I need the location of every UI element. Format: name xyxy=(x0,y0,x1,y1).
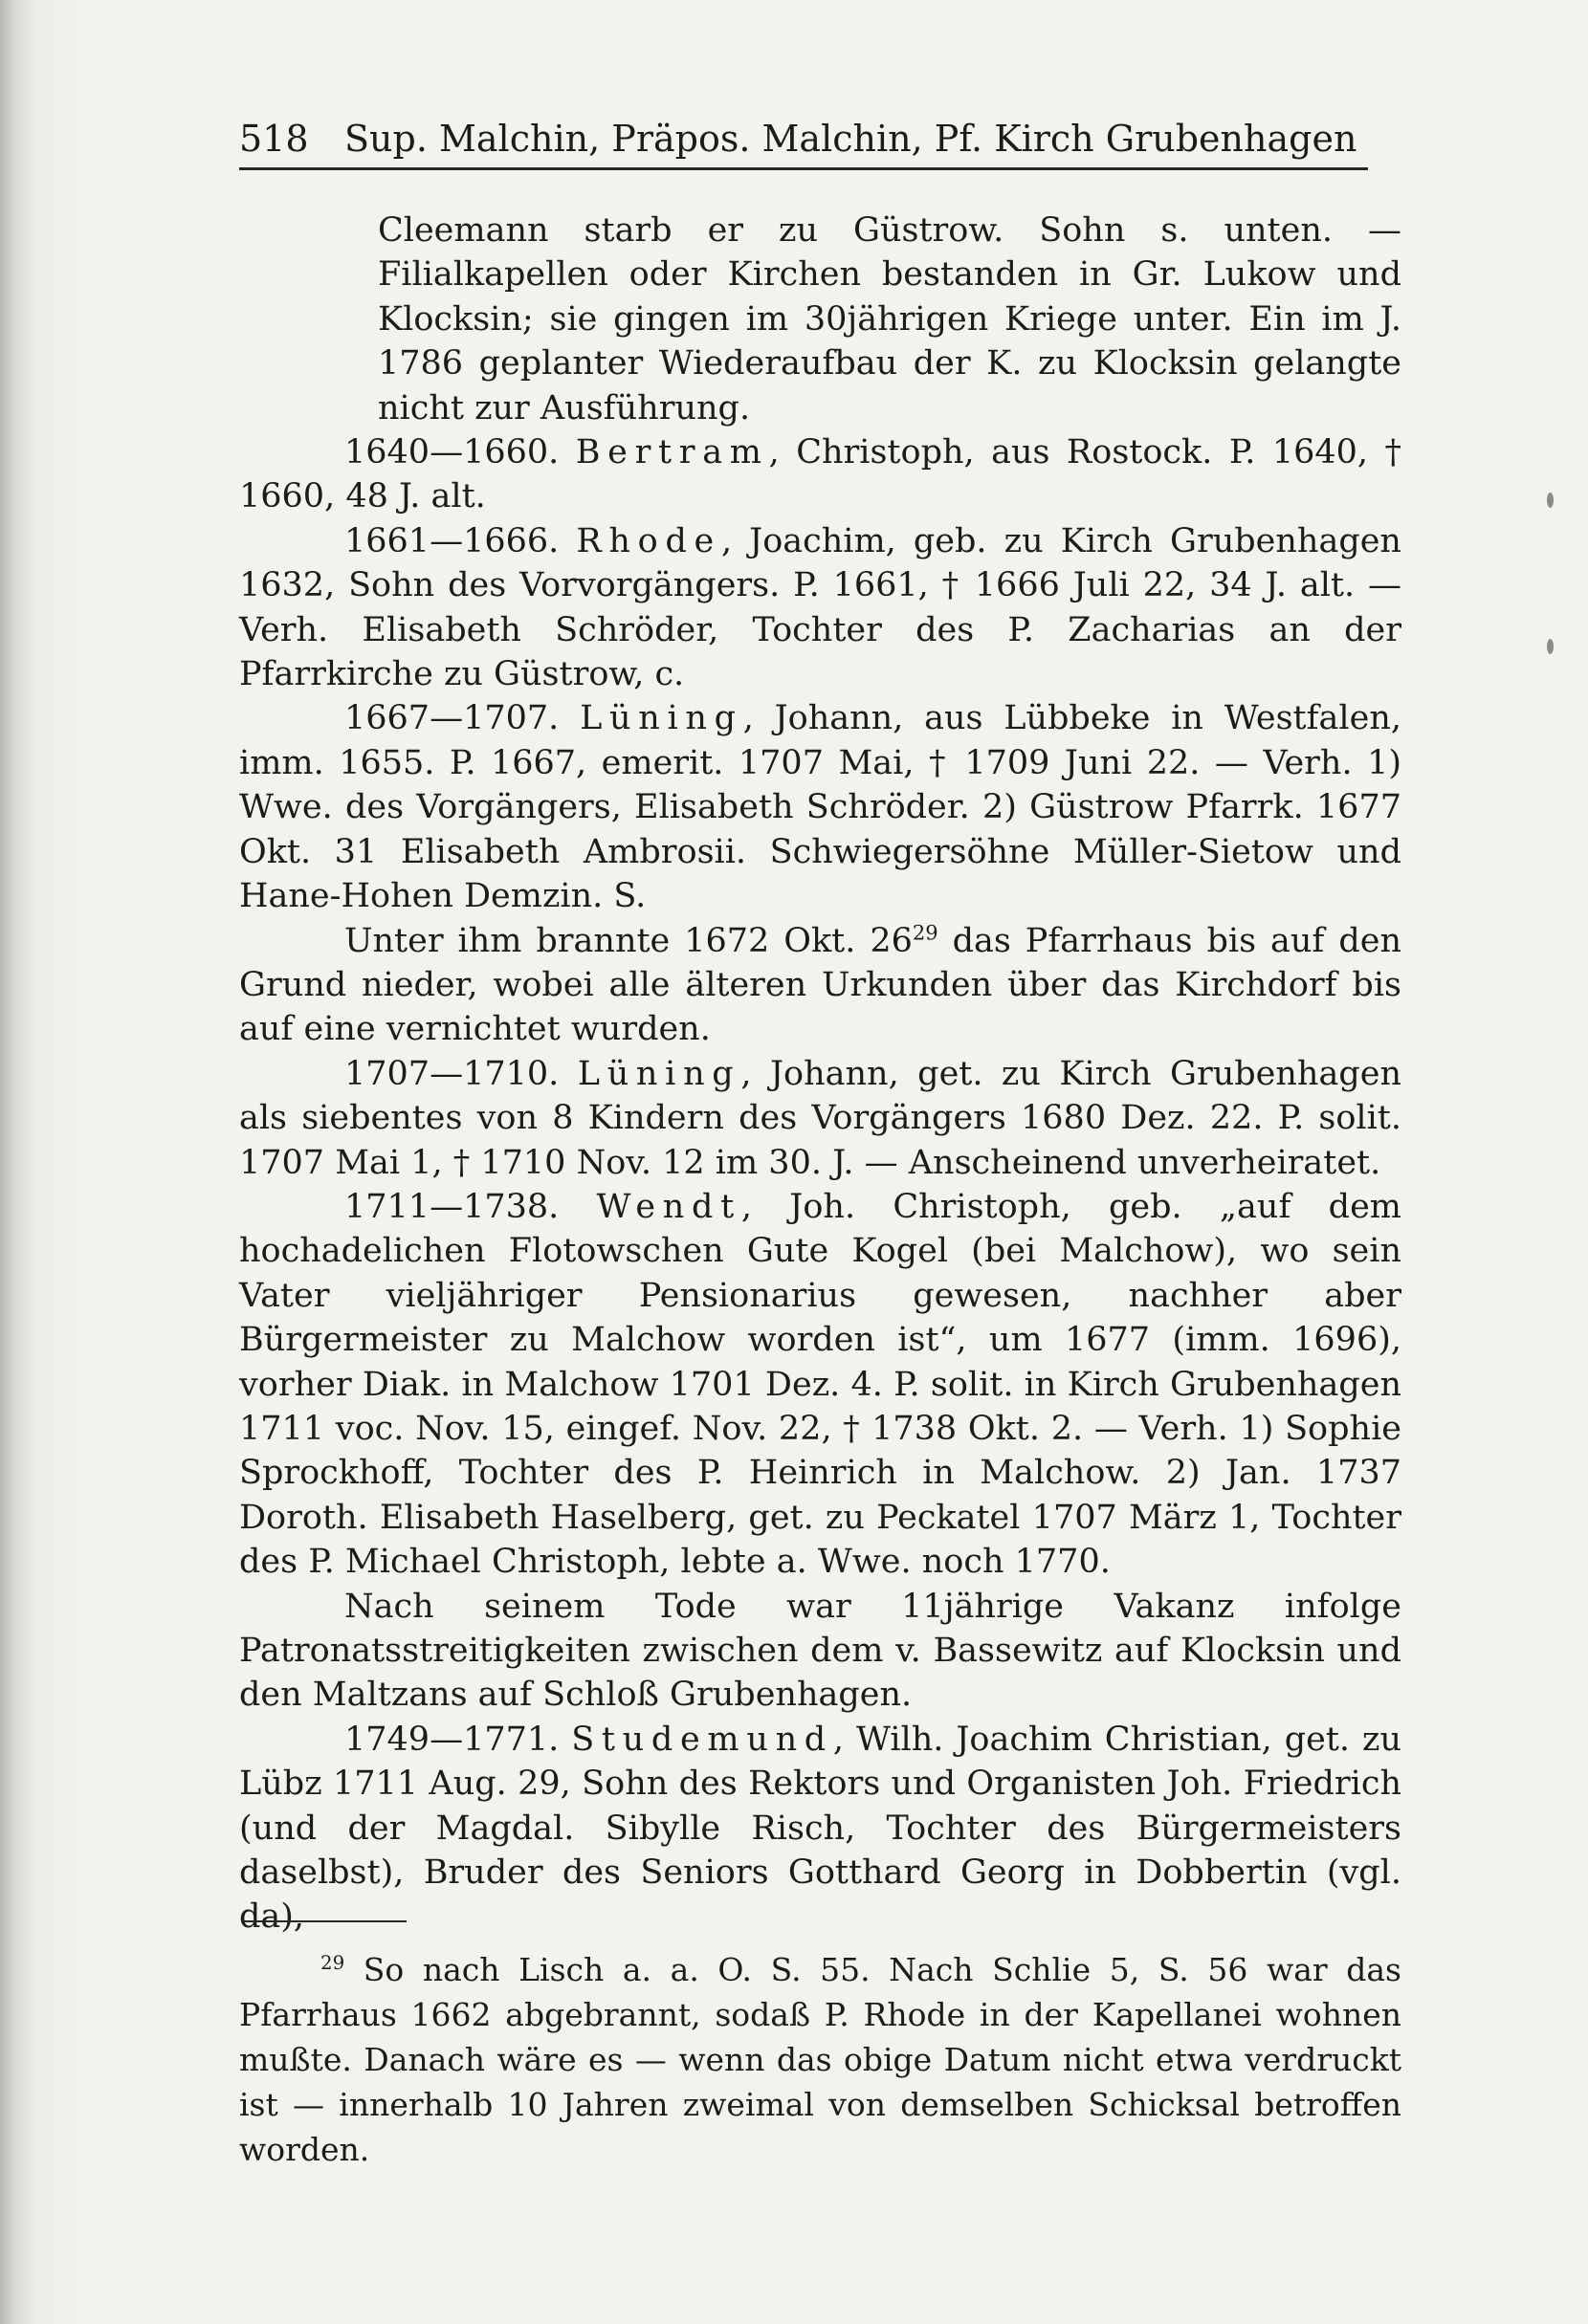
entry-text: , Wilh. Joachim Christian, get. zu Lübz 1711 Aug. 29, Sohn des Rektors und Organisten Joh. Friedrich (und der Magdal. Sibylle Risch, Tochter des Bürgermeisters daselbst), Bruder des Seniors Gotthard Georg in Dobbertin (vgl. da), xyxy=(239,1720,1401,1937)
pastor-entry-bertram xyxy=(239,430,1401,519)
pastor-entry-luening-1 xyxy=(239,696,1401,918)
paragraph-continuation: Cleemann starb er zu Güstrow. Sohn s. unten. — Filialkapellen oder Kirchen bestanden in Gr. Lukow und Klocksin; sie gingen im 30jährigen Kriege unter. Ein im J. 1786 geplanter Wiederaufbau der K. zu Klocksin gelangte nicht zur Ausführung. xyxy=(378,211,1401,428)
pastor-entry-studemund xyxy=(239,1718,1401,1940)
pastor-entry-rhode xyxy=(239,519,1401,697)
running-header xyxy=(239,110,1368,170)
entry-years: 1711—1738. xyxy=(344,1187,560,1226)
footnote xyxy=(239,1947,1401,2172)
pastor-entry-luening-2 xyxy=(239,1052,1401,1185)
entry-years: 1661—1666. xyxy=(344,521,560,560)
running-title: Sup. Malchin, Präpos. Malchin, Pf. Kirch Grubenhagen xyxy=(344,118,1357,160)
entry-text: , Joh. Christoph, geb. „auf dem hochadelichen Flotowschen Gute Kogel (bei Malchow), wo sein Vater vieljähriger Pensionarius gewesen, nachher aber Bürgermeister zu Malchow worden ist“, um 1677 (imm. 1696), vorher Diak. in Malchow 1701 Dez. 4. P. solit. in Kirch Grubenhagen 1711 voc. Nov. 15, eingef. Nov. 22, † 1738 Okt. 2. — Verh. 1) Sophie Sprockhoff, Tochter des P. Heinrich in Malchow. 2) Jan. 1737 Doroth. Elisabeth Haselberg, get. zu Peckatel 1707 März 1, Tochter des P. Michael Christoph, lebte a. Wwe. noch 1770. xyxy=(239,1187,1401,1582)
entry-name: Rhode xyxy=(576,521,721,560)
footnote-body: So nach Lisch a. a. O. S. 55. Nach Schlie 5, S. 56 war das Pfarrhaus 1662 abgebrannt, sodaß P. Rhode in der Kapellanei wohnen mußte. Danach wäre es — wenn das obige Datum nicht etwa verdruckt ist — innerhalb 10 Jahren zweimal von demselben Schicksal betroffen worden. xyxy=(239,1951,1401,2168)
entry-years: 1667—1707. xyxy=(344,699,560,738)
entry-text: , Joachim, geb. zu Kirch Grubenhagen 1632, Sohn des Vorvorgängers. P. 1661, † 1666 Juli 22, 34 J. alt. — Verh. Elisabeth Schröder, Tochter des P. Zacharias an der Pfarrkirche zu Güstrow, c. xyxy=(239,521,1401,694)
entry-name: Bertram xyxy=(575,433,769,472)
entry-years: 1707—1710. xyxy=(344,1054,560,1093)
footnote-divider xyxy=(244,1920,407,1922)
main-text xyxy=(239,208,1401,1940)
entry-name: Wendt xyxy=(596,1187,741,1226)
footnote-reference: 29 xyxy=(912,920,938,944)
entry-text: , Christoph, aus Rostock. P. 1640, † 1660, 48 J. alt. xyxy=(239,433,1401,516)
footnote-text xyxy=(239,1947,1401,2172)
entry-name: Lüning xyxy=(577,1054,741,1093)
footnote-marker: 29 xyxy=(320,1952,345,1974)
scan-speck xyxy=(1547,639,1554,654)
entry-years: 1749—1771. xyxy=(344,1720,560,1759)
entry-years: 1640—1660. xyxy=(344,433,560,472)
paragraph-text: das Pfarrhaus bis auf den Grund nieder, wobei alle älteren Urkunden über das Kirchdorf bis auf eine vernichtet wurden. xyxy=(239,921,1401,1049)
vacancy-paragraph: Nach seinem Tode war 11jährige Vakanz infolge Patronatsstreitigkeiten zwischen dem v. Bassewitz auf Klocksin und den Maltzans auf Schloß Grubenhagen. xyxy=(239,1587,1401,1715)
entry-name: Studemund xyxy=(571,1720,833,1759)
fire-paragraph xyxy=(239,919,1401,1052)
pastor-entry-wendt xyxy=(239,1185,1401,1585)
entry-text: , Johann, get. zu Kirch Grubenhagen als siebentes von 8 Kindern des Vorgängers 1680 Dez. 22. P. solit. 1707 Mai 1, † 1710 Nov. 12 im 30. J. — Anscheinend unverheiratet. xyxy=(239,1054,1401,1182)
scan-speck xyxy=(1547,493,1554,508)
page-number: 518 xyxy=(239,118,309,160)
entry-text: , Johann, aus Lübbeke in Westfalen, imm. 1655. P. 1667, emerit. 1707 Mai, † 1709 Juni 22. — Verh. 1) Wwe. des Vorgängers, Elisabeth Schröder. 2) Güstrow Pfarrk. 1677 Okt. 31 Elisabeth Ambrosii. Schwiegersöhne Müller-Sietow und Hane-Hohen Demzin. S. xyxy=(239,699,1401,916)
paragraph-text: Unter ihm brannte 1672 Okt. 26 xyxy=(344,921,913,960)
entry-name: Lüning xyxy=(580,699,743,738)
